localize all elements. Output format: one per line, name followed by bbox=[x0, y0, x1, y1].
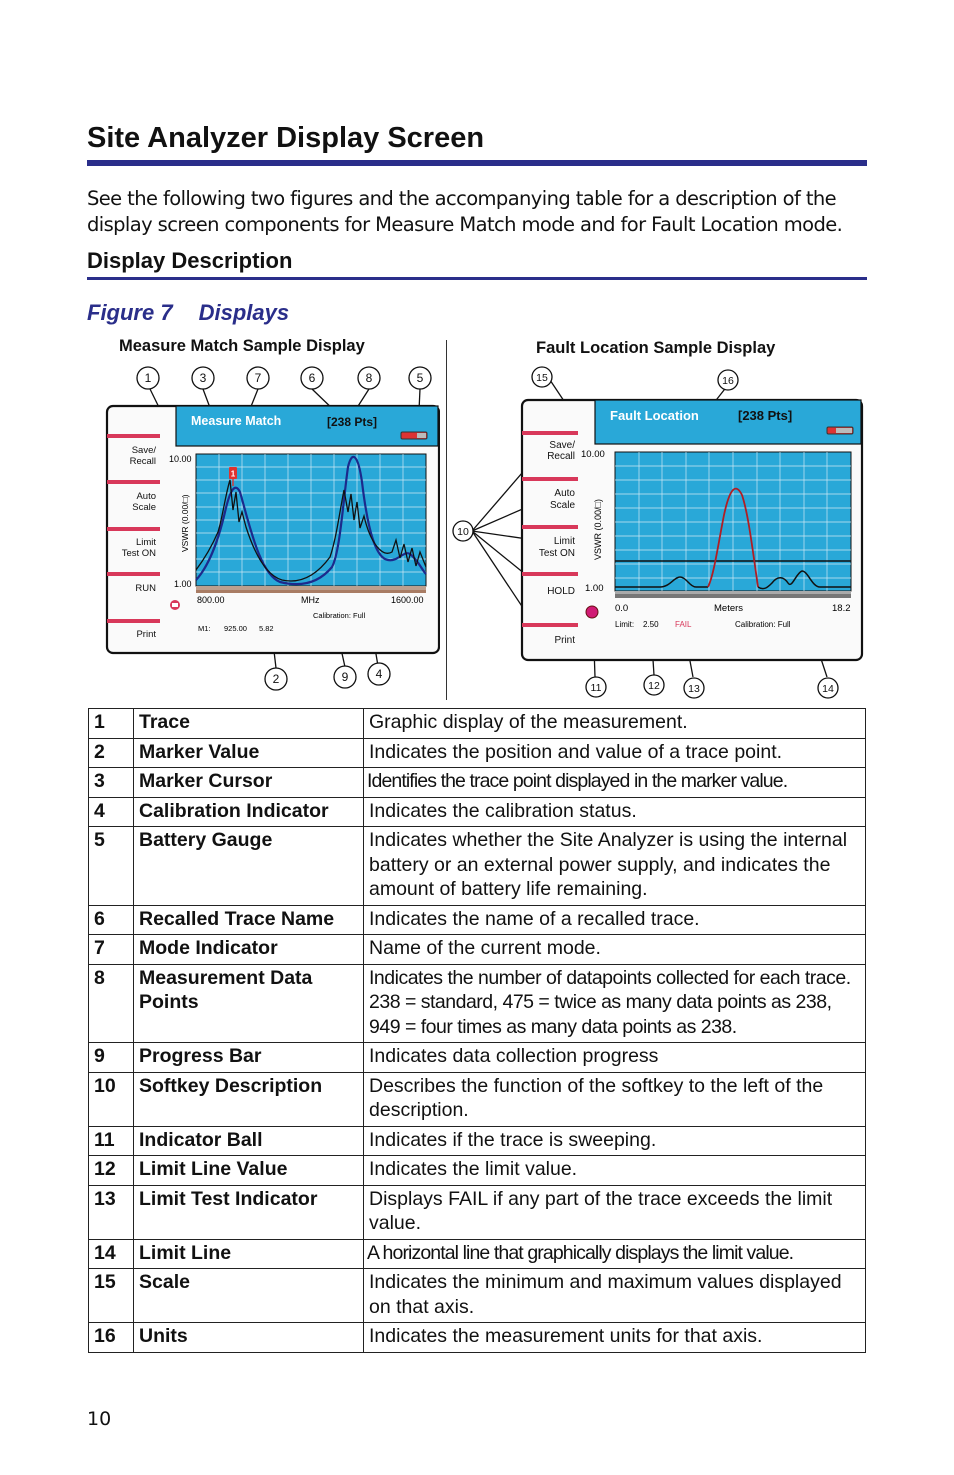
row-description: Indicates the limit value. bbox=[364, 1156, 866, 1186]
description-table bbox=[88, 708, 866, 1353]
measure-match-display bbox=[100, 362, 440, 694]
row-name: Mode Indicator bbox=[134, 935, 364, 965]
row-number: 3 bbox=[89, 768, 134, 798]
softkey-save-label[interactable]: Save/ bbox=[549, 440, 575, 451]
table-row bbox=[89, 1156, 866, 1186]
y-min-label: 1.00 bbox=[585, 583, 604, 594]
figure-title: Displays bbox=[198, 300, 290, 325]
callout-5: 5 bbox=[416, 371, 424, 385]
softkey-limit-label[interactable]: Limit bbox=[135, 537, 156, 548]
row-description: Indicates whether the Site Analyzer is using the internal battery or an external power supply, and indicates the amount of battery life remaining. bbox=[364, 827, 866, 906]
battery-empty-portion bbox=[836, 428, 852, 433]
x-end-label: 1600.00 bbox=[391, 595, 424, 605]
row-description: Indicates data collection progress bbox=[364, 1043, 866, 1073]
marker-cursor bbox=[229, 467, 237, 479]
row-number: 9 bbox=[89, 1043, 134, 1073]
row-description: Describes the function of the softkey to the left of the description. bbox=[364, 1072, 866, 1126]
figure-number: Figure 7 bbox=[87, 300, 173, 325]
y-axis-label: VSWR (0.00/□) bbox=[180, 494, 190, 552]
row-description: A horizontal line that graphically displays the limit value. bbox=[364, 1239, 866, 1269]
measure-match-caption: Measure Match Sample Display bbox=[119, 337, 365, 355]
x-start-label: 800.00 bbox=[197, 595, 225, 605]
limit-value: 2.50 bbox=[643, 620, 659, 629]
row-description: Displays FAIL if any part of the trace exceeds the limit value. bbox=[364, 1185, 866, 1239]
row-name: Battery Gauge bbox=[134, 827, 364, 906]
softkey-recall-label[interactable]: Recall bbox=[547, 451, 575, 462]
mode-indicator: Measure Match bbox=[191, 414, 282, 428]
callout-4: 4 bbox=[375, 667, 383, 681]
callout-13: 13 bbox=[688, 683, 700, 695]
callout-16: 16 bbox=[722, 375, 734, 387]
row-name: Indicator Ball bbox=[134, 1126, 364, 1156]
row-number: 11 bbox=[89, 1126, 134, 1156]
row-name: Limit Line bbox=[134, 1239, 364, 1269]
row-number: 6 bbox=[89, 905, 134, 935]
figure-divider bbox=[446, 340, 447, 700]
row-number: 13 bbox=[89, 1185, 134, 1239]
marker-label: M1: bbox=[198, 624, 211, 633]
row-description: Indicates the name of a recalled trace. bbox=[364, 905, 866, 935]
callout-1: 1 bbox=[144, 371, 152, 385]
row-name: Units bbox=[134, 1323, 364, 1353]
callout-10: 10 bbox=[457, 526, 469, 538]
data-points: [238 Pts] bbox=[327, 415, 378, 429]
page-number: 10 bbox=[87, 1408, 112, 1430]
callout-11: 11 bbox=[590, 682, 602, 694]
y-max-label: 10.00 bbox=[581, 449, 605, 460]
table-row bbox=[89, 1185, 866, 1239]
callout-15: 15 bbox=[536, 372, 548, 384]
callout-3: 3 bbox=[199, 371, 207, 385]
softkey-limit-label[interactable]: Limit bbox=[553, 536, 575, 547]
title-rule bbox=[87, 160, 867, 166]
table-row bbox=[89, 1269, 866, 1323]
softkey-scale-label[interactable]: Scale bbox=[549, 500, 575, 511]
softkey-auto-label[interactable]: Auto bbox=[136, 491, 156, 502]
row-number: 8 bbox=[89, 964, 134, 1043]
table-row bbox=[89, 905, 866, 935]
table-row bbox=[89, 827, 866, 906]
callout-14: 14 bbox=[822, 683, 834, 695]
softkey-teston-label[interactable]: Test ON bbox=[121, 548, 156, 559]
limit-label: Limit: bbox=[615, 620, 635, 629]
row-number: 15 bbox=[89, 1269, 134, 1323]
row-name: Scale bbox=[134, 1269, 364, 1323]
data-points: [238 Pts] bbox=[738, 408, 793, 423]
row-number: 1 bbox=[89, 709, 134, 739]
row-description: Indicates if the trace is sweeping. bbox=[364, 1126, 866, 1156]
row-name: Recalled Trace Name bbox=[134, 905, 364, 935]
row-number: 16 bbox=[89, 1323, 134, 1353]
progress-bar-highlight bbox=[615, 591, 851, 594]
softkey-hold-label[interactable]: HOLD bbox=[547, 586, 575, 597]
section-heading: Display Description bbox=[87, 248, 293, 273]
table-row bbox=[89, 1072, 866, 1126]
table-row bbox=[89, 738, 866, 768]
softkey-recall-label[interactable]: Recall bbox=[129, 456, 156, 467]
fault-location-display bbox=[450, 365, 866, 701]
table-row bbox=[89, 1126, 866, 1156]
softkey-print-label[interactable]: Print bbox=[554, 635, 575, 646]
row-number: 12 bbox=[89, 1156, 134, 1186]
row-description: Indicates the calibration status. bbox=[364, 797, 866, 827]
x-unit-label: Meters bbox=[714, 603, 744, 614]
figure-caption bbox=[87, 300, 315, 326]
battery-empty-portion bbox=[417, 433, 426, 438]
table-row bbox=[89, 797, 866, 827]
softkey-teston-label[interactable]: Test ON bbox=[538, 548, 575, 559]
table-row bbox=[89, 1323, 866, 1353]
intro-paragraph: See the following two figures and the accompanying table for a description of the display screen components for Measure Match mode and for Fault Location mode. bbox=[87, 187, 843, 236]
row-description: Indicates the number of datapoints collected for each trace. 238 = standard, 475 = twice as many data points as 238, 949 = four times as many data points as 238. bbox=[364, 964, 866, 1043]
marker-frequency: 925.00 bbox=[224, 624, 247, 633]
softkey-run-label[interactable]: RUN bbox=[135, 583, 156, 594]
section-rule bbox=[87, 277, 867, 280]
callout-8: 8 bbox=[365, 371, 373, 385]
row-description: Graphic display of the measurement. bbox=[364, 709, 866, 739]
row-name: Softkey Description bbox=[134, 1072, 364, 1126]
table-row bbox=[89, 1239, 866, 1269]
row-number: 2 bbox=[89, 738, 134, 768]
row-description: Name of the current mode. bbox=[364, 935, 866, 965]
calibration-indicator: Calibration: Full bbox=[735, 620, 791, 629]
softkey-scale-label[interactable]: Scale bbox=[132, 502, 156, 513]
y-min-label: 1.00 bbox=[174, 579, 192, 589]
softkey-save-label[interactable]: Save/ bbox=[131, 445, 156, 456]
table-row bbox=[89, 768, 866, 798]
callout-12: 12 bbox=[648, 680, 660, 692]
calibration-indicator: Calibration: Full bbox=[313, 611, 366, 620]
marker-value: 5.82 bbox=[259, 624, 274, 633]
softkey-auto-label[interactable]: Auto bbox=[554, 488, 575, 499]
row-number: 7 bbox=[89, 935, 134, 965]
x-end-label: 18.2 bbox=[832, 603, 851, 614]
callout-7: 7 bbox=[254, 371, 262, 385]
x-unit-label: MHz bbox=[301, 595, 320, 605]
marker-flag-label: 1 bbox=[230, 469, 236, 479]
row-name: Limit Line Value bbox=[134, 1156, 364, 1186]
row-number: 14 bbox=[89, 1239, 134, 1269]
row-name: Marker Value bbox=[134, 738, 364, 768]
callout-6: 6 bbox=[308, 371, 316, 385]
lock-icon-body bbox=[172, 603, 178, 607]
row-description: Indicates the measurement units for that axis. bbox=[364, 1323, 866, 1353]
table-row bbox=[89, 964, 866, 1043]
row-name: Marker Cursor bbox=[134, 768, 364, 798]
progress-bar-highlight bbox=[196, 586, 426, 590]
row-number: 10 bbox=[89, 1072, 134, 1126]
table-row bbox=[89, 1043, 866, 1073]
callout-2: 2 bbox=[272, 672, 280, 686]
row-description: Identifies the trace point displayed in the marker value. bbox=[364, 768, 866, 798]
row-name: Limit Test Indicator bbox=[134, 1185, 364, 1239]
fault-location-caption: Fault Location Sample Display bbox=[536, 339, 776, 357]
softkey-print-label[interactable]: Print bbox=[136, 629, 156, 640]
row-name: Calibration Indicator bbox=[134, 797, 364, 827]
mode-indicator: Fault Location bbox=[610, 408, 699, 423]
page-title: Site Analyzer Display Screen bbox=[87, 122, 485, 154]
indicator-ball bbox=[586, 606, 598, 618]
row-name: Progress Bar bbox=[134, 1043, 364, 1073]
row-name: Measurement Data Points bbox=[134, 964, 364, 1043]
row-description: Indicates the position and value of a trace point. bbox=[364, 738, 866, 768]
row-name: Trace bbox=[134, 709, 364, 739]
row-number: 4 bbox=[89, 797, 134, 827]
row-number: 5 bbox=[89, 827, 134, 906]
row-description: Indicates the minimum and maximum values displayed on that axis. bbox=[364, 1269, 866, 1323]
callout-9: 9 bbox=[341, 670, 349, 684]
y-max-label: 10.00 bbox=[169, 454, 192, 464]
table-row bbox=[89, 709, 866, 739]
limit-test-indicator: FAIL bbox=[675, 620, 692, 629]
x-start-label: 0.0 bbox=[615, 603, 629, 614]
y-axis-label: VSWR (0.00/□) bbox=[593, 499, 603, 560]
table-row bbox=[89, 935, 866, 965]
